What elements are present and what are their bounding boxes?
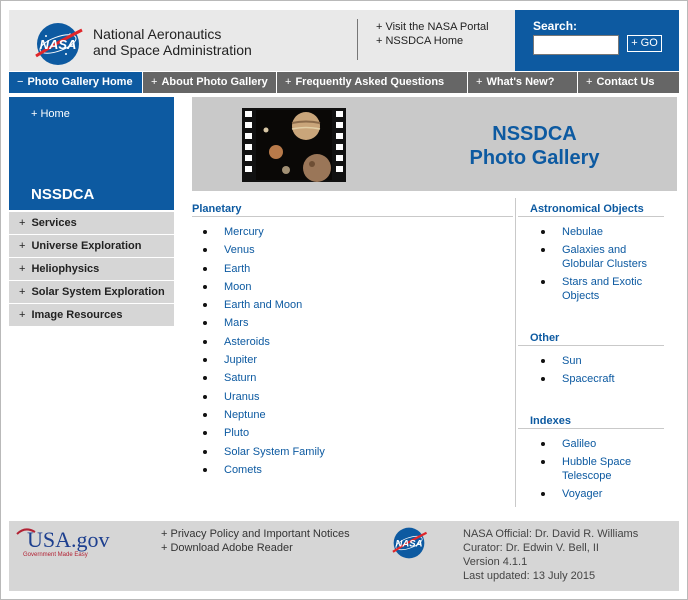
agency-line1: National Aeronautics	[93, 26, 222, 42]
gallery-banner	[192, 97, 677, 191]
go-button[interactable]: + GO	[627, 35, 662, 52]
list-item-galaxies[interactable]	[541, 243, 647, 271]
list-item-sun[interactable]: Sun	[541, 354, 615, 368]
agency-name	[93, 26, 252, 58]
sidebar-title: NSSDCA	[31, 186, 95, 203]
indexes-list	[541, 437, 631, 505]
search-label: Search:	[533, 19, 578, 33]
list-item-saturn[interactable]: Saturn	[203, 371, 325, 385]
item-text-line2: Telescope	[562, 470, 612, 482]
top-nav	[9, 72, 679, 93]
banner-title-line1: NSSDCA	[492, 123, 577, 145]
sidebar-item-label: Image Resources	[31, 309, 123, 321]
item-text: Galaxies and	[562, 244, 627, 256]
item-text: Hubble Space	[562, 456, 632, 468]
sidebar-home-link[interactable]: + Home	[31, 108, 70, 120]
planetary-heading: Planetary	[192, 203, 242, 215]
sidebar-item-label: Services	[31, 217, 77, 229]
plus-icon: +	[19, 309, 26, 321]
indexes-heading: Indexes	[530, 415, 571, 427]
nav-label: About Photo Gallery	[161, 76, 268, 88]
usa-gov-logo[interactable]	[15, 524, 133, 560]
plus-icon: +	[19, 286, 26, 298]
film-strip-image	[242, 108, 346, 182]
nav-label: Photo Gallery Home	[27, 76, 133, 88]
usa-gov-tagline: Government Made Easy	[23, 552, 88, 558]
list-item-uranus[interactable]: Uranus	[203, 390, 325, 404]
column-divider	[515, 198, 516, 507]
sidebar-item-heliophysics[interactable]	[9, 258, 174, 280]
last-updated: Last updated: 13 July 2015	[463, 570, 596, 582]
site-footer	[9, 521, 679, 591]
adobe-reader-link[interactable]: + Download Adobe Reader	[161, 542, 293, 554]
list-item-galileo[interactable]	[541, 437, 631, 451]
list-item-pluto[interactable]: Pluto	[203, 426, 325, 440]
nav-plus-icon: +	[285, 76, 292, 88]
list-item-mars[interactable]: Mars	[203, 316, 325, 330]
sidebar-header	[9, 97, 174, 210]
list-item-jupiter[interactable]: Jupiter	[203, 353, 325, 367]
sidebar-item-label: Solar System Exploration	[31, 286, 165, 298]
header-links	[376, 20, 489, 48]
nav-plus-icon: +	[586, 76, 593, 88]
indexes-divider	[518, 428, 664, 429]
banner-title	[432, 122, 637, 170]
other-divider	[518, 345, 664, 346]
header-divider	[357, 19, 358, 60]
version: Version 4.1.1	[463, 556, 528, 568]
planetary-divider	[192, 216, 513, 217]
sidebar-item-label: Heliophysics	[31, 263, 100, 275]
list-item-neptune[interactable]: Neptune	[203, 408, 325, 422]
nav-label: Frequently Asked Questions	[295, 76, 445, 88]
item-text-line2: Globular Clusters	[562, 258, 647, 270]
plus-icon: +	[19, 263, 26, 275]
list-item-hubble[interactable]	[541, 455, 631, 483]
list-item-stars[interactable]	[541, 275, 647, 303]
planetary-list	[203, 225, 325, 481]
plus-icon: +	[19, 217, 26, 229]
nav-plus-icon: +	[151, 76, 158, 88]
list-item-nebulae[interactable]	[541, 225, 647, 239]
footer-links	[161, 527, 350, 555]
nssdca-home-link[interactable]: + NSSDCA Home	[376, 35, 464, 47]
sidebar-item-image-resources[interactable]	[9, 304, 174, 326]
usa-gov-text: USA.gov	[27, 527, 110, 552]
sidebar-item-universe-exploration[interactable]	[9, 235, 174, 257]
astronomical-heading: Astronomical Objects	[530, 203, 644, 215]
list-item-earth-and-moon[interactable]: Earth and Moon	[203, 298, 325, 312]
list-item-solar-system-family[interactable]: Solar System Family	[203, 445, 325, 459]
curator: Curator: Dr. Edwin V. Bell, II	[463, 542, 599, 554]
nasa-footer-logo	[390, 526, 428, 560]
footer-info	[463, 527, 638, 583]
list-item-mercury[interactable]: Mercury	[203, 225, 325, 239]
sidebar-item-label: Universe Exploration	[31, 240, 142, 252]
astronomical-divider	[518, 216, 664, 217]
nav-plus-icon: +	[476, 76, 483, 88]
nav-whats-new[interactable]	[468, 72, 578, 93]
plus-icon: +	[19, 240, 26, 252]
nav-contact-us[interactable]	[578, 72, 679, 93]
list-item-comets[interactable]: Comets	[203, 463, 325, 477]
astronomical-list	[541, 225, 647, 307]
list-item-moon[interactable]: Moon	[203, 280, 325, 294]
other-list	[541, 354, 615, 390]
nasa-logo[interactable]	[32, 22, 84, 66]
other-heading: Other	[530, 332, 560, 344]
item-text: Stars and Exotic	[562, 276, 643, 288]
nasa-official: NASA Official: Dr. David R. Williams	[463, 528, 639, 540]
sidebar-menu	[9, 212, 174, 327]
search-input[interactable]	[533, 35, 619, 55]
nav-about-photo-gallery[interactable]	[143, 72, 277, 93]
nav-label: Contact Us	[596, 76, 655, 88]
nav-minus-icon: −	[17, 76, 24, 88]
item-text: Nebulae	[562, 226, 603, 238]
search-box	[515, 10, 679, 71]
sidebar-item-solar-system-exploration[interactable]	[9, 281, 174, 303]
banner-title-line2: Photo Gallery	[469, 147, 600, 169]
nav-faq[interactable]	[277, 72, 468, 93]
privacy-policy-link[interactable]: + Privacy Policy and Important Notices	[161, 528, 350, 540]
nasa-footer-logo-text: NASA	[395, 538, 423, 550]
list-item-earth[interactable]: Earth	[203, 262, 325, 276]
nasa-logo-text: NASA	[39, 37, 77, 52]
nav-label: What's New?	[486, 76, 555, 88]
item-text-line2: Objects	[562, 290, 600, 302]
list-item-venus[interactable]: Venus	[203, 243, 325, 257]
nav-photo-gallery-home[interactable]	[9, 72, 143, 93]
list-item-spacecraft[interactable]: Spacecraft	[541, 372, 615, 386]
nasa-portal-link[interactable]: + Visit the NASA Portal	[376, 21, 489, 33]
item-text: Galileo	[562, 438, 597, 450]
sidebar-item-services[interactable]	[9, 212, 174, 234]
list-item-asteroids[interactable]: Asteroids	[203, 335, 325, 349]
item-text: Voyager	[562, 488, 603, 500]
agency-line2: and Space Administration	[93, 42, 252, 58]
list-item-voyager[interactable]	[541, 487, 631, 501]
